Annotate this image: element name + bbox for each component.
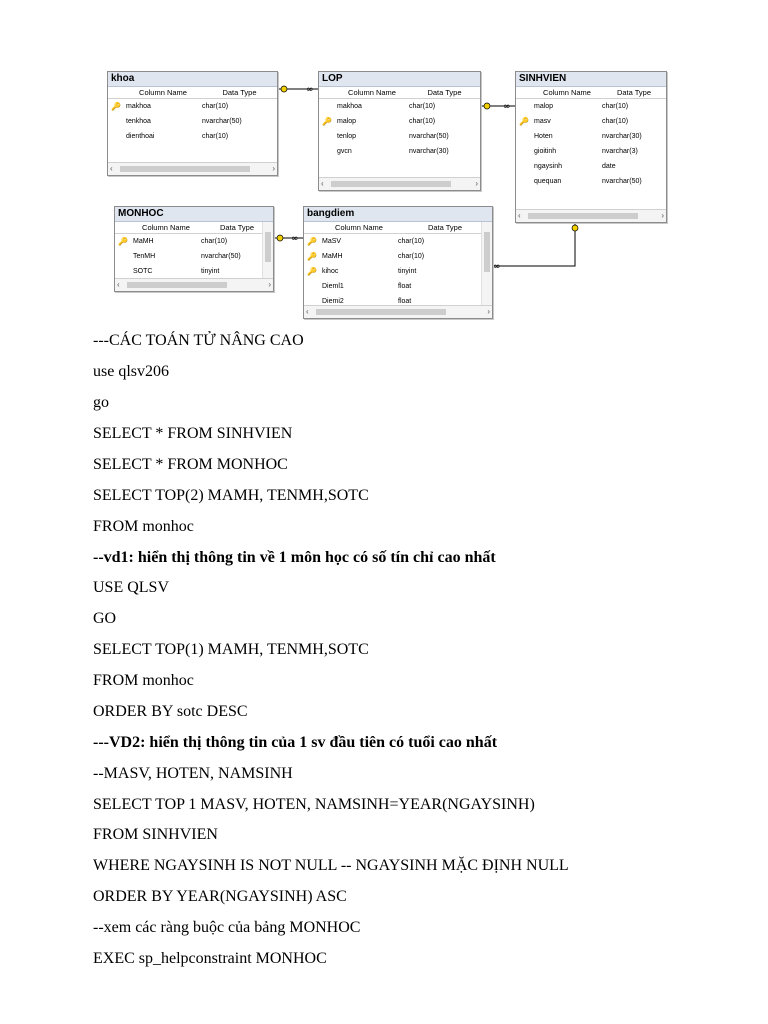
table-monhoc[interactable] bbox=[114, 206, 274, 292]
column-row[interactable]: gioitinh nvarchar(3) bbox=[534, 148, 638, 155]
column-row[interactable]: makhoa char(10) bbox=[337, 103, 436, 110]
column-row[interactable]: TenMH nvarchar(50) bbox=[133, 253, 241, 260]
text-line: SELECT TOP(1) MAMH, TENMH,SOTC bbox=[93, 641, 369, 658]
vertical-scrollbar[interactable] bbox=[481, 222, 492, 306]
infinity-icon: ∞ bbox=[291, 234, 299, 244]
rel-sinhvien-bangdiem bbox=[491, 222, 575, 266]
column-row[interactable]: gvcn nvarchar(30) bbox=[337, 148, 449, 155]
text-line: go bbox=[93, 394, 109, 411]
column-row[interactable]: ngaysinh date bbox=[534, 163, 616, 170]
text-line: SELECT * FROM SINHVIEN bbox=[93, 425, 293, 442]
key-icon: 🔑 bbox=[118, 237, 128, 246]
key-icon: 🔑 bbox=[307, 267, 317, 276]
column-row[interactable]: Dieml1 float bbox=[322, 283, 412, 290]
horizontal-scrollbar[interactable]: ‹ › bbox=[518, 211, 664, 220]
text-line: FROM monhoc bbox=[93, 672, 194, 689]
text-line: WHERE NGAYSINH IS NOT NULL -- NGAYSINH MẶC ĐỊNH NULL bbox=[93, 857, 569, 874]
table-bangdiem[interactable] bbox=[303, 206, 493, 319]
horizontal-scrollbar[interactable]: ‹ › bbox=[110, 164, 275, 173]
database-diagram bbox=[0, 0, 768, 330]
infinity-icon: ∞ bbox=[306, 85, 314, 95]
text-line: FROM monhoc bbox=[93, 518, 194, 535]
table-lop[interactable] bbox=[318, 71, 481, 191]
column-row[interactable]: 🔑 MaSV char(10) bbox=[304, 234, 492, 249]
column-row[interactable]: quequan nvarchar(50) bbox=[534, 178, 642, 185]
table-title: LOP bbox=[319, 72, 480, 87]
infinity-icon: ∞ bbox=[503, 102, 511, 112]
text-line: ORDER BY YEAR(NGAYSINH) ASC bbox=[93, 888, 347, 905]
column-row[interactable]: 🔑 MaMH char(10) bbox=[304, 249, 492, 264]
horizontal-scrollbar[interactable]: ‹ › bbox=[321, 179, 478, 188]
column-row[interactable]: 🔑 masv char(10) bbox=[516, 114, 666, 129]
table-title: MONHOC bbox=[115, 207, 273, 222]
text-line: --MASV, HOTEN, NAMSINH bbox=[93, 765, 293, 782]
text-line: ORDER BY sotc DESC bbox=[93, 703, 248, 720]
key-end-icon bbox=[277, 235, 283, 241]
key-icon: 🔑 bbox=[111, 102, 121, 111]
column-row[interactable]: tenkhoa nvarchar(50) bbox=[126, 118, 242, 125]
text-line: EXEC sp_helpconstraint MONHOC bbox=[93, 950, 327, 967]
table-header: Column Name Data Type bbox=[304, 222, 492, 234]
text-line: SELECT TOP(2) MAMH, TENMH,SOTC bbox=[93, 487, 369, 504]
key-end-icon bbox=[281, 86, 287, 92]
key-end-icon bbox=[484, 103, 490, 109]
table-khoa[interactable] bbox=[107, 71, 278, 176]
table-header: Column Name Data Type bbox=[516, 87, 666, 99]
column-row[interactable]: tenlop nvarchar(50) bbox=[337, 133, 449, 140]
column-row[interactable]: dienthoai char(10) bbox=[126, 133, 229, 140]
horizontal-scrollbar[interactable]: ‹ › bbox=[306, 307, 490, 316]
column-row[interactable]: 🔑 malop char(10) bbox=[319, 114, 480, 129]
vertical-scrollbar[interactable] bbox=[262, 222, 273, 279]
column-row[interactable]: SOTC tinyint bbox=[133, 268, 220, 275]
key-icon: 🔑 bbox=[519, 117, 529, 126]
column-row[interactable]: malop char(10) bbox=[534, 103, 629, 110]
text-line: SELECT TOP 1 MASV, HOTEN, NAMSINH=YEAR(NGAYSINH) bbox=[93, 796, 535, 813]
key-icon: 🔑 bbox=[307, 252, 317, 261]
table-header: Column Name Data Type bbox=[115, 222, 273, 234]
column-row[interactable]: Diemi2 float bbox=[322, 298, 412, 305]
text-line: USE QLSV bbox=[93, 579, 170, 596]
column-row[interactable]: Hoten nvarchar(30) bbox=[534, 133, 642, 140]
text-line: SELECT * FROM MONHOC bbox=[93, 456, 288, 473]
table-title: bangdiem bbox=[304, 207, 492, 222]
table-title: SINHVIEN bbox=[516, 72, 666, 87]
text-line: GO bbox=[93, 610, 117, 627]
table-sinhvien[interactable] bbox=[515, 71, 667, 223]
table-header: Column Name Data Type bbox=[108, 87, 277, 99]
table-header: Column Name Data Type bbox=[319, 87, 480, 99]
key-end-icon bbox=[572, 225, 578, 231]
key-icon: 🔑 bbox=[322, 117, 332, 126]
table-title: khoa bbox=[108, 72, 277, 87]
infinity-icon: ∞ bbox=[493, 262, 501, 272]
column-row[interactable]: 🔑 makhoa char(10) bbox=[108, 99, 277, 114]
text-line: use qlsv206 bbox=[93, 363, 169, 380]
column-row[interactable]: 🔑 kihoc tinyint bbox=[304, 264, 492, 279]
key-icon: 🔑 bbox=[307, 237, 317, 246]
column-row[interactable]: 🔑 MaMH char(10) bbox=[115, 234, 273, 249]
text-line: FROM SINHVIEN bbox=[93, 826, 218, 843]
text-line: --xem các ràng buộc của bảng MONHOC bbox=[93, 919, 361, 936]
text-line: ---CÁC TOÁN TỬ NÂNG CAO bbox=[93, 332, 304, 349]
horizontal-scrollbar[interactable]: ‹ › bbox=[117, 280, 271, 289]
heading-line: --vd1: hiển thị thông tin về 1 môn học có số tín chỉ cao nhất bbox=[93, 549, 496, 566]
heading-line: ---VD2: hiển thị thông tin của 1 sv đầu tiên có tuổi cao nhất bbox=[93, 734, 498, 751]
